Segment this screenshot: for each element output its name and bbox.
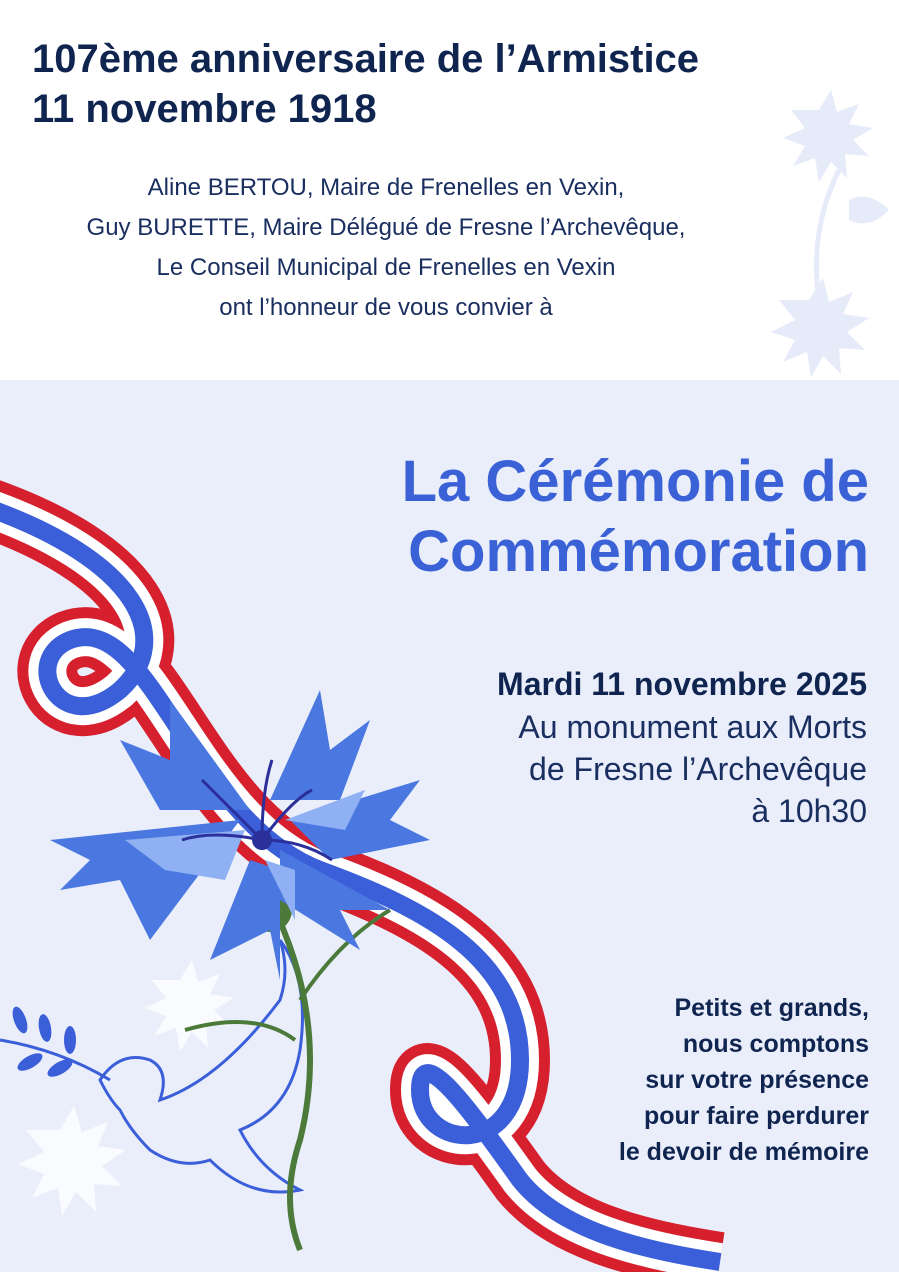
title-line-2: 11 novembre 1918 [32, 87, 377, 131]
olive-branch-icon [0, 1005, 110, 1080]
event-title-line-1: La Cérémonie de [401, 449, 869, 514]
closing-line: sur votre présence [645, 1066, 869, 1094]
event-place-line-2: de Fresne l’Archevêque [529, 751, 867, 787]
title-line-1: 107ème anniversaire de l’Armistice [32, 37, 700, 81]
invitation-text [0, 168, 772, 328]
page-title [32, 34, 699, 134]
event-title-line-2: Commémoration [408, 519, 869, 584]
event-details [497, 662, 867, 832]
event-place-line-1: Au monument aux Morts [518, 709, 867, 745]
invitation-line: Aline BERTOU, Maire de Frenelles en Vexin, [147, 174, 625, 201]
event-date: Mardi 11 novembre 2025 [497, 666, 867, 702]
cornflower-icon [50, 690, 430, 980]
event-title [402, 447, 869, 587]
event-time: à 10h30 [751, 793, 867, 829]
invitation-line: ont l’honneur de vous convier à [219, 294, 553, 321]
closing-line: nous comptons [682, 1030, 869, 1058]
background-flowers-icon [18, 960, 234, 1216]
closing-message [619, 990, 869, 1170]
invitation-line: Le Conseil Municipal de Frenelles en Vexin [156, 254, 616, 281]
peace-dove-icon [100, 940, 303, 1192]
closing-line: Petits et grands, [674, 994, 869, 1022]
closing-line: pour faire perdurer [643, 1102, 869, 1130]
closing-line: le devoir de mémoire [618, 1138, 869, 1166]
invitation-line: Guy BURETTE, Maire Délégué de Fresne l’Archevêque, [86, 214, 686, 241]
